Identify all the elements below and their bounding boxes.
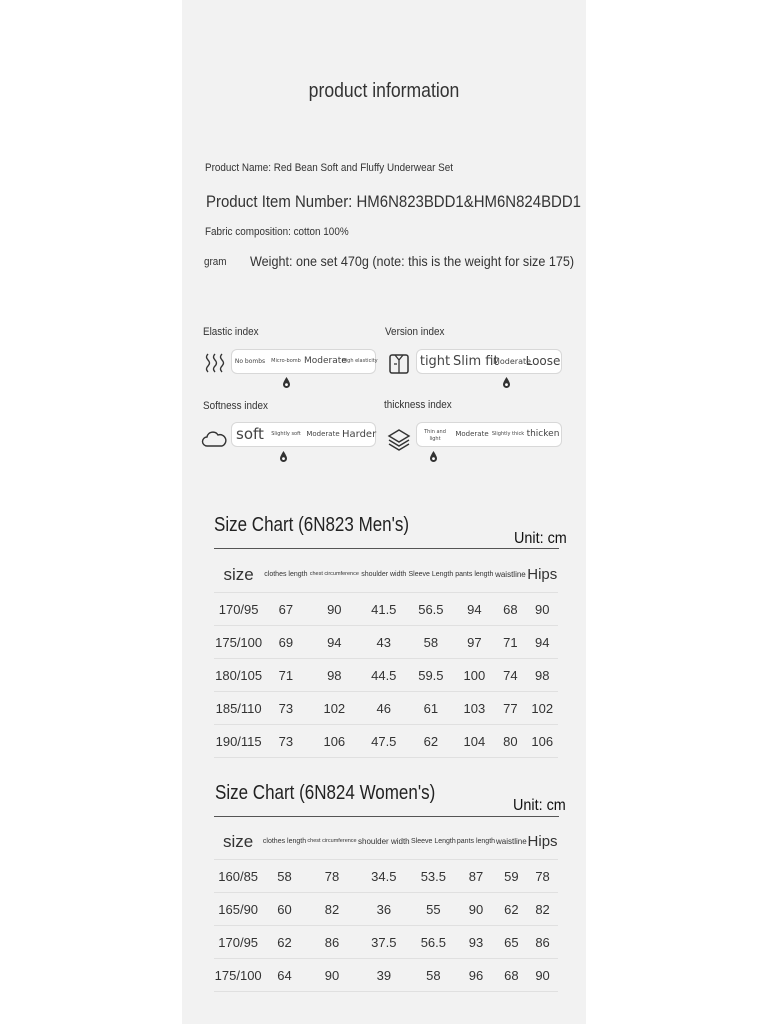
table-cell: 68	[494, 593, 526, 626]
table-cell: 41.5	[360, 593, 407, 626]
header-cell: shoulder width	[358, 836, 410, 846]
table-cell: 55	[410, 893, 456, 926]
table-cell: 90	[309, 593, 361, 626]
header-cell: Sleeve Length	[408, 570, 454, 578]
table-cell: 44.5	[360, 659, 407, 692]
table-cell: 90	[307, 959, 358, 992]
women-unit-label: Unit: cm	[513, 797, 566, 814]
table-cell: 77	[494, 692, 526, 725]
header-cell: Hips	[527, 565, 558, 583]
version-option: tight	[419, 354, 451, 369]
version-option: Moderate	[493, 357, 532, 366]
table-row	[214, 860, 558, 893]
elastic-option: High elasticity	[342, 358, 378, 364]
elastic-option: Moderate	[304, 356, 347, 366]
table-cell: 62	[262, 926, 306, 959]
table-cell: 165/90	[214, 893, 262, 926]
header-cell: size	[223, 564, 254, 584]
table-cell: 36	[357, 893, 410, 926]
header-cell: waistline	[496, 836, 527, 846]
table-cell: 53.5	[410, 860, 456, 893]
table-cell: 106	[526, 725, 558, 758]
table-cell: 69	[263, 626, 308, 659]
header-cell: chest circumference	[307, 837, 357, 844]
table-cell: 65	[496, 926, 528, 959]
version-index-scale	[416, 349, 562, 374]
men-size-table	[214, 556, 558, 758]
table-cell: 80	[494, 725, 526, 758]
softness-marker-icon	[279, 451, 288, 462]
header-cell: clothes length	[262, 837, 307, 845]
thickness-option: Moderate	[455, 430, 489, 438]
table-cell: 103	[454, 692, 494, 725]
women-size-table	[214, 823, 558, 992]
header-cell: pants length	[455, 570, 494, 578]
table-cell: 98	[526, 659, 558, 692]
gram-label: gram	[204, 256, 227, 268]
table-cell: 78	[527, 860, 558, 893]
table-cell: 87	[456, 860, 495, 893]
elastic-index-scale	[231, 349, 376, 374]
version-index-label: Version index	[385, 326, 445, 338]
softness-index-label: Softness index	[203, 400, 268, 412]
table-cell: 62	[496, 893, 528, 926]
table-row	[214, 893, 558, 926]
product-item-number: Product Item Number: HM6N823BDD1&HM6N824BDD1	[206, 192, 581, 211]
thickness-option: Slightly thick	[491, 431, 525, 437]
page-title: product information	[308, 80, 460, 102]
table-cell: 160/85	[214, 860, 262, 893]
header-cell: chest circumference	[309, 570, 359, 577]
thickness-option: thicken	[526, 429, 560, 439]
table-cell: 58	[262, 860, 306, 893]
product-name: Product Name: Red Bean Soft and Fluffy Underwear Set	[205, 162, 454, 174]
table-cell: 180/105	[214, 659, 263, 692]
table-row	[214, 626, 558, 659]
version-option: Slim fit	[453, 354, 499, 369]
table-cell: 185/110	[214, 692, 263, 725]
table-cell: 82	[527, 893, 558, 926]
table-cell: 58	[410, 959, 456, 992]
table-cell: 71	[263, 659, 308, 692]
weight-info: Weight: one set 470g (note: this is the weight for size 175)	[250, 253, 575, 269]
table-cell: 73	[263, 725, 308, 758]
table-cell: 90	[456, 893, 495, 926]
table-cell: 86	[527, 926, 558, 959]
version-marker-icon	[502, 377, 511, 388]
layers-icon	[387, 427, 411, 451]
women-size-chart-title: Size Chart (6N824 Women's)	[215, 782, 436, 804]
version-option: Loose	[525, 354, 561, 368]
table-cell: 73	[263, 692, 308, 725]
table-row	[214, 692, 558, 725]
elastic-index-label: Elastic index	[203, 326, 259, 338]
table-cell: 68	[496, 959, 528, 992]
table-cell: 94	[526, 626, 558, 659]
table-cell: 96	[456, 959, 495, 992]
table-cell: 190/115	[214, 725, 263, 758]
table-cell: 43	[360, 626, 407, 659]
softness-option: Harder	[342, 429, 377, 440]
women-title-rule	[214, 816, 559, 817]
men-title-rule	[214, 548, 559, 549]
softness-index-scale	[231, 422, 376, 447]
table-row	[214, 593, 558, 626]
table-cell: 37.5	[357, 926, 410, 959]
thickness-index-scale	[416, 422, 562, 447]
table-header-row	[214, 823, 558, 860]
table-row	[214, 959, 558, 992]
softness-option: Moderate	[306, 430, 340, 438]
table-cell: 104	[454, 725, 494, 758]
header-cell: pants length	[456, 837, 496, 845]
table-cell: 71	[494, 626, 526, 659]
table-cell: 39	[357, 959, 410, 992]
table-cell: 78	[307, 860, 358, 893]
header-cell: size	[223, 831, 254, 851]
table-cell: 64	[262, 959, 306, 992]
table-row	[214, 725, 558, 758]
table-cell: 98	[309, 659, 361, 692]
table-cell: 106	[309, 725, 361, 758]
table-cell: 56.5	[410, 926, 456, 959]
table-cell: 90	[527, 959, 558, 992]
table-cell: 61	[407, 692, 454, 725]
table-cell: 67	[263, 593, 308, 626]
table-cell: 82	[307, 893, 358, 926]
table-cell: 97	[454, 626, 494, 659]
thickness-option: Thin and light	[424, 429, 446, 442]
table-cell: 170/95	[214, 926, 262, 959]
table-cell: 59	[496, 860, 528, 893]
header-cell: shoulder width	[361, 570, 407, 578]
table-cell: 175/100	[214, 626, 263, 659]
shirt-icon	[388, 353, 410, 375]
table-cell: 175/100	[214, 959, 262, 992]
table-cell: 74	[494, 659, 526, 692]
table-cell: 90	[526, 593, 558, 626]
table-row	[214, 926, 558, 959]
header-cell: Hips	[527, 832, 558, 850]
product-info-panel	[182, 0, 586, 1024]
header-cell: waistline	[495, 569, 526, 579]
table-row	[214, 659, 558, 692]
table-cell: 60	[262, 893, 306, 926]
table-cell: 102	[526, 692, 558, 725]
table-cell: 62	[407, 725, 454, 758]
thickness-marker-icon	[429, 451, 438, 462]
table-cell: 46	[360, 692, 407, 725]
thickness-index-label: thickness index	[384, 399, 452, 411]
men-unit-label: Unit: cm	[514, 530, 567, 547]
table-cell: 86	[307, 926, 358, 959]
table-cell: 58	[407, 626, 454, 659]
table-cell: 94	[309, 626, 361, 659]
table-cell: 34.5	[357, 860, 410, 893]
table-cell: 59.5	[407, 659, 454, 692]
header-cell: clothes length	[264, 570, 308, 578]
table-cell: 94	[454, 593, 494, 626]
fabric-composition: Fabric composition: cotton 100%	[205, 226, 349, 238]
table-cell: 102	[309, 692, 361, 725]
men-size-chart-title: Size Chart (6N823 Men's)	[214, 514, 410, 536]
softness-option: soft	[236, 425, 264, 443]
table-header-row	[214, 556, 558, 593]
table-cell: 100	[454, 659, 494, 692]
table-cell: 56.5	[407, 593, 454, 626]
heat-waves-icon	[204, 353, 228, 375]
table-cell: 93	[456, 926, 495, 959]
elastic-marker-icon	[282, 377, 291, 388]
table-cell: 170/95	[214, 593, 263, 626]
softness-option: Slightly soft	[271, 431, 301, 437]
elastic-option: Micro-bomb	[271, 358, 301, 364]
table-cell: 47.5	[360, 725, 407, 758]
elastic-option: No bombs	[234, 358, 266, 365]
header-cell: Sleeve Length	[410, 837, 456, 845]
cloud-icon	[201, 428, 227, 450]
